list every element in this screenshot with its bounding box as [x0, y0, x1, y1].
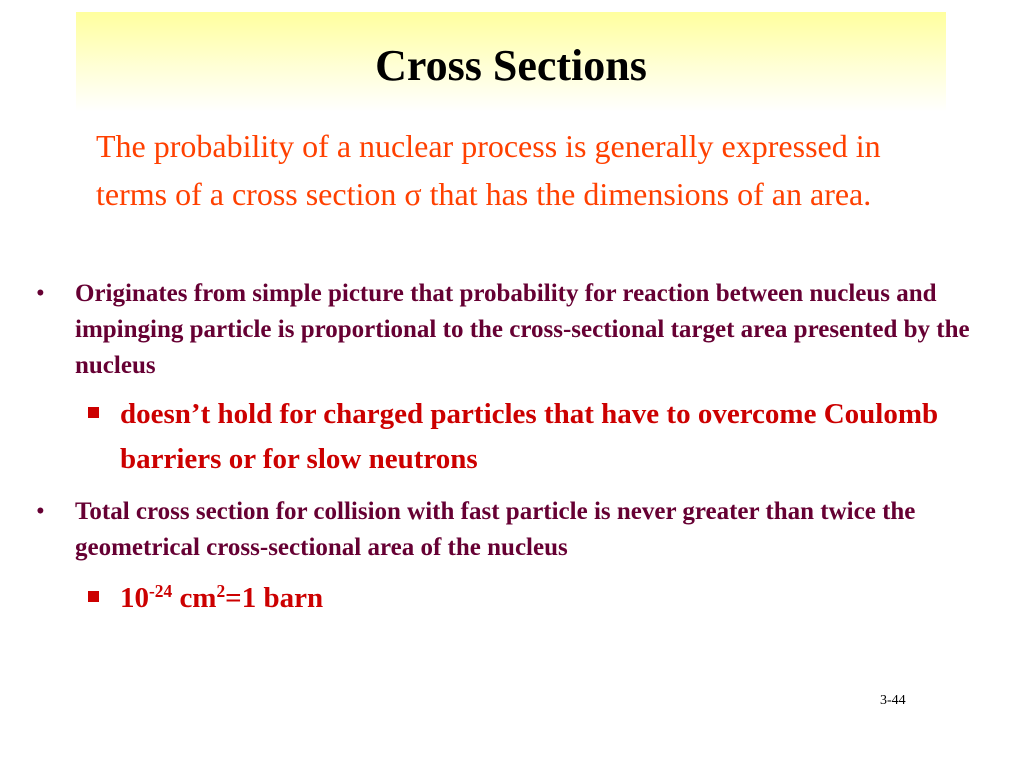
formula-rest: =1 barn	[225, 582, 324, 614]
sub-bullet-item-2	[30, 576, 990, 621]
formula-unit-exponent: 2	[216, 580, 226, 601]
sub-bullet-text-1: doesn’t hold for charged particles that have to overcome Coulomb barriers or for slow neutrons	[120, 398, 939, 475]
bullet-text-1: Originates from simple picture that probability for reaction between nucleus and impinging particle is proportional to the cross-sectional target area presented by the nucleus	[75, 280, 970, 379]
bullet-item-2	[30, 494, 990, 566]
bullet-marker: •	[36, 280, 45, 307]
bullet-item-1	[30, 276, 990, 384]
slide-title: Cross Sections	[375, 41, 647, 90]
formula-base: 10	[120, 582, 149, 614]
bullet-list	[30, 276, 990, 621]
sub-bullet-item-1	[30, 392, 990, 482]
barn-formula	[120, 582, 323, 614]
intro-text: The probability of a nuclear process is generally expressed in terms of a cross section σ that has the dimensions of an area.	[96, 128, 881, 212]
square-bullet-icon	[88, 407, 99, 418]
bullet-text-2: Total cross section for collision with fast particle is never greater than twice the geometrical cross-sectional area of the nucleus	[75, 498, 916, 561]
formula-exponent: -24	[149, 580, 173, 601]
square-bullet-icon	[88, 591, 99, 602]
formula-unit: cm	[172, 582, 217, 614]
page-number: 3-44	[880, 693, 906, 708]
bullet-marker: •	[36, 498, 45, 525]
